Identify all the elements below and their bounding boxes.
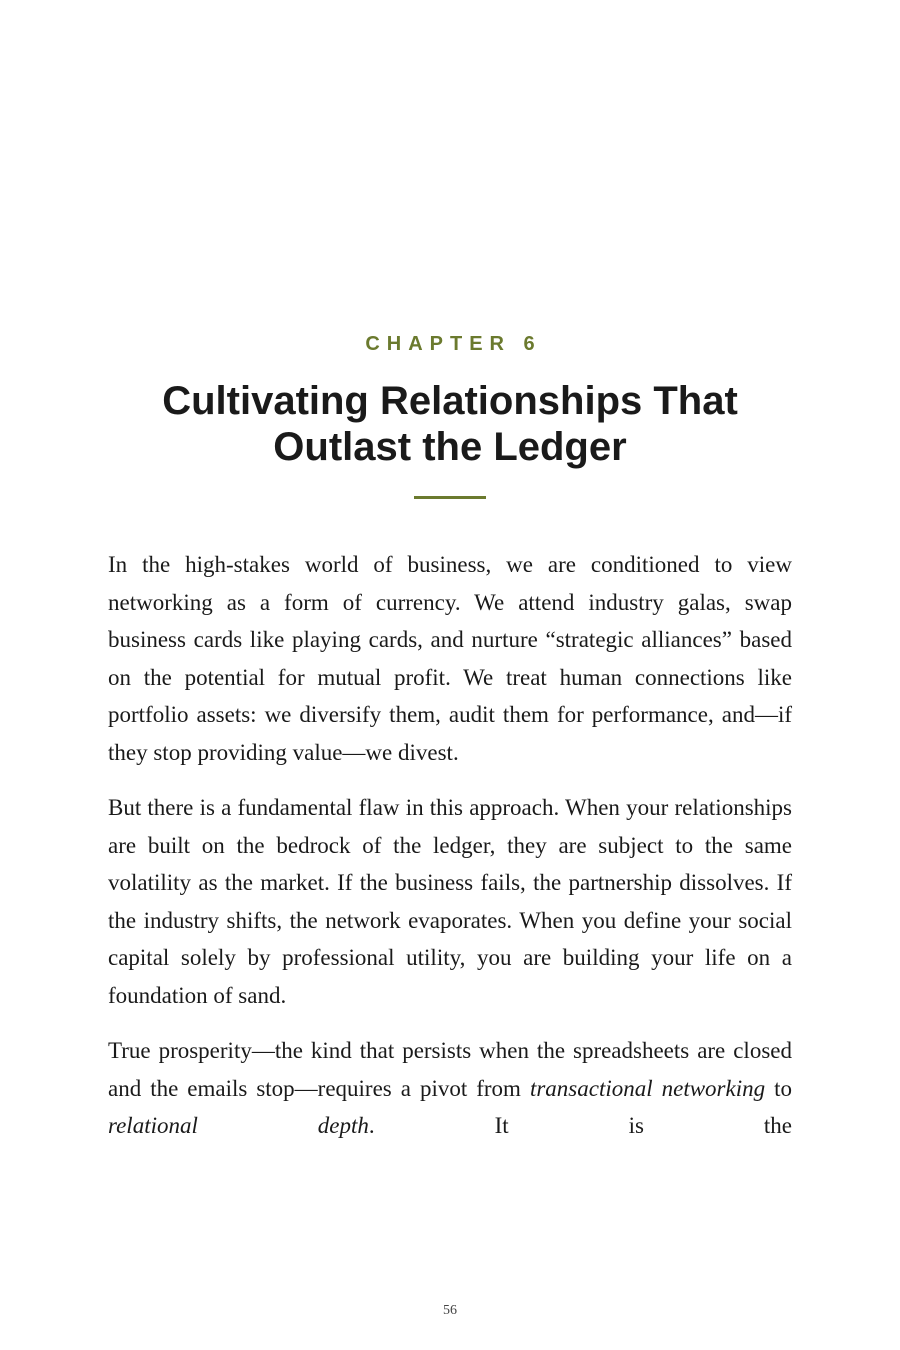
chapter-title-line-2: Outlast the Ledger xyxy=(273,425,627,469)
paragraph-1: In the high-stakes world of business, we are conditioned to view networking as a form of currency. We attend industry galas, swap business cards like playing cards, and nurture “strategic alliances” based on the potential for mutual profit. We treat human connections like portfolio assets: we diversify them, audit them for performance, and—if they stop providing value—we divest. xyxy=(108,552,792,765)
paragraph-3 xyxy=(108,1032,792,1145)
paragraph-3-text-1: True prosperity—the kind that persists when the spreadsheets are closed and the emails stop—requires a pivot from xyxy=(108,1038,792,1101)
paragraph-3-text-3: . It is the xyxy=(368,1113,792,1139)
chapter-body xyxy=(108,546,792,1162)
paragraph-3-emphasis-1: transactional networking xyxy=(529,1075,766,1101)
page-number: 56 xyxy=(443,1303,457,1318)
paragraph-3-emphasis-2: relational depth xyxy=(108,1113,369,1139)
chapter-title-line-1: Cultivating Relationships That xyxy=(162,379,738,423)
chapter-title xyxy=(0,378,900,470)
chapter-label: CHAPTER 6 xyxy=(365,333,542,355)
title-divider xyxy=(414,496,486,499)
paragraph-3-text-2: to xyxy=(765,1075,792,1101)
paragraph-2: But there is a fundamental flaw in this approach. When your relationships are built on the bedrock of the ledger, they are subject to the same volatility as the market. If the business fails, the partnership dissolves. If the industry shifts, the network evaporates. When you define your social capital solely by professional utility, you are building your life on a foundation of sand. xyxy=(108,795,792,1009)
